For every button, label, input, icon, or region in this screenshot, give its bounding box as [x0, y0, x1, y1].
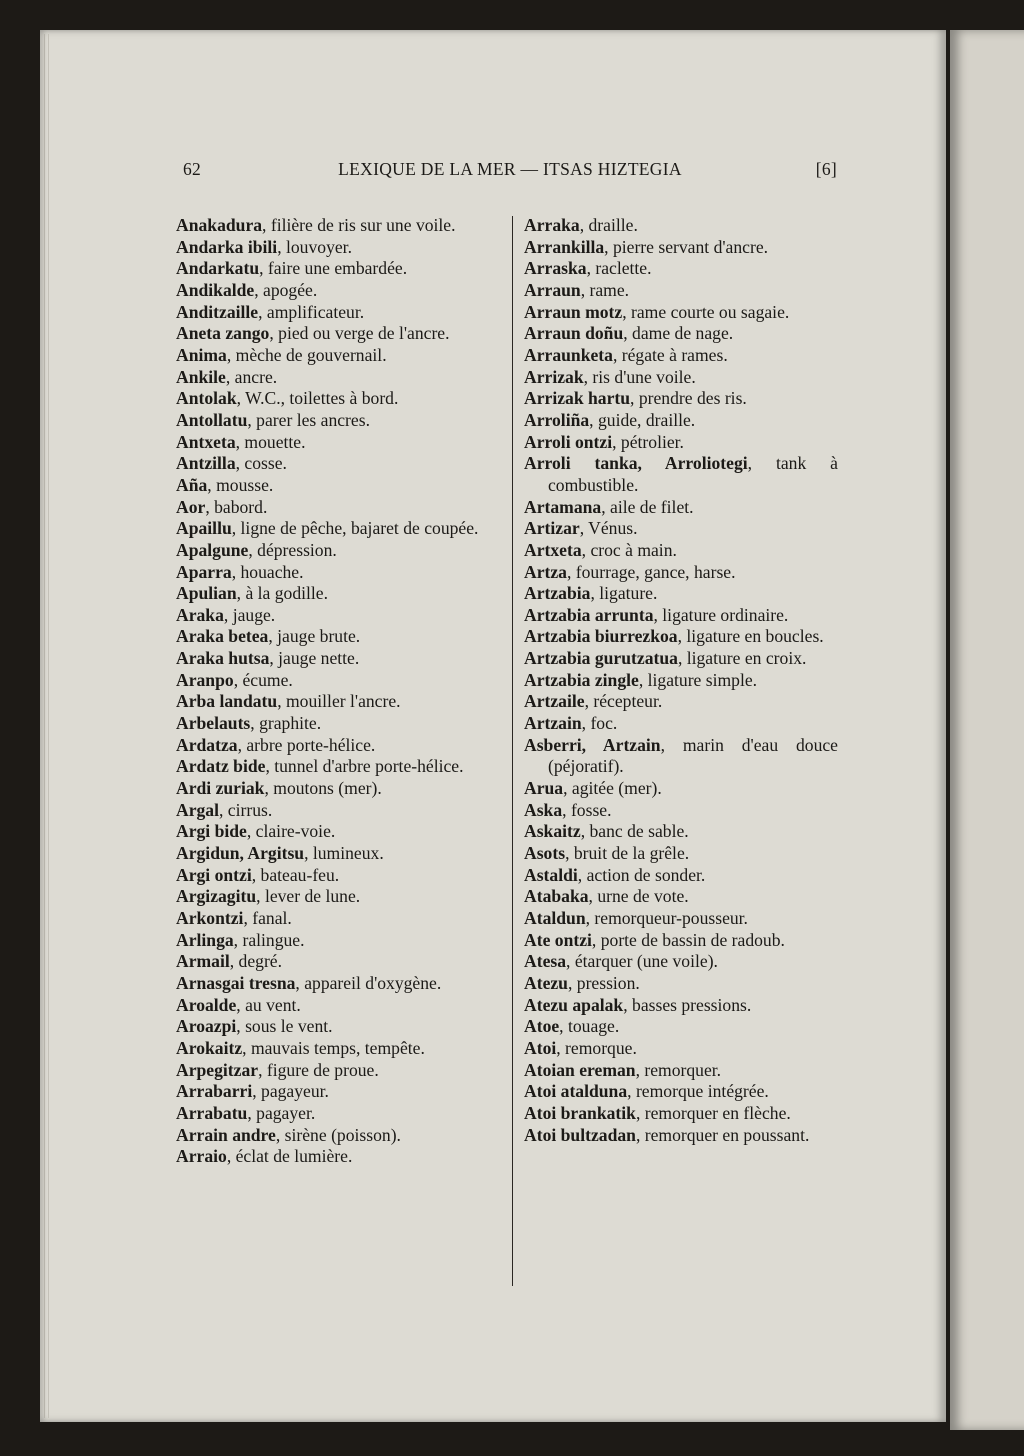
entry-term: Aneta zango [176, 323, 270, 344]
entry-definition: , moutons (mer). [264, 778, 382, 799]
entry-definition: , tunnel d'arbre porte-hélice. [265, 756, 464, 777]
dictionary-entry [524, 410, 838, 432]
entry-term: Atoi brankatik [524, 1102, 636, 1123]
entry-term: Antolak [176, 388, 237, 409]
dictionary-entry [524, 1103, 838, 1125]
entry-term: Ankile [176, 366, 226, 387]
entry-term: Arrain andre [176, 1124, 276, 1145]
dictionary-entry [176, 605, 490, 627]
entry-term: Asberri, Artzain [524, 734, 661, 755]
entry-term: Apaillu [176, 518, 232, 539]
entry-definition: , graphite. [250, 713, 322, 734]
dictionary-entry [524, 821, 838, 843]
dictionary-entry [176, 432, 490, 454]
dictionary-entry [176, 800, 490, 822]
entry-definition: , degré. [229, 951, 283, 972]
dictionary-entry [176, 648, 490, 670]
entry-term: Arraun [524, 279, 581, 300]
entry-definition: , ris d'une voile. [583, 366, 696, 387]
entry-definition: , agitée (mer). [563, 778, 662, 799]
entry-definition: , W.C., toilettes à bord. [236, 388, 399, 409]
entry-term: Anakadura [176, 215, 263, 235]
entry-term: Arraio [176, 1146, 227, 1167]
dictionary-entry [176, 670, 490, 692]
entry-term: Ate ontzi [524, 929, 592, 950]
dictionary-entry [524, 908, 838, 930]
entry-definition: , bruit de la grêle. [565, 843, 690, 864]
dictionary-entry [176, 995, 490, 1017]
dictionary-entry [524, 302, 838, 324]
entry-term: Arraun motz [524, 301, 623, 322]
dictionary-entry [524, 843, 838, 865]
section-number: [6] [815, 159, 837, 179]
entry-definition: , appareil d'oxygène. [295, 972, 442, 993]
dictionary-entry [176, 930, 490, 952]
entry-definition: , touage. [559, 1016, 620, 1037]
dictionary-entry [176, 237, 490, 259]
entry-term: Arraun doñu [524, 323, 624, 344]
entry-definition: , action de sonder. [577, 864, 706, 885]
entry-term: Argizagitu [176, 886, 257, 907]
entry-definition: , mouette. [235, 431, 306, 452]
entry-term: Anima [176, 344, 227, 365]
entry-definition: , fourrage, gance, harse. [566, 561, 736, 582]
dictionary-entry [524, 583, 838, 605]
dictionary-entry [176, 215, 490, 237]
entry-term: Atezu [524, 972, 568, 993]
entry-term: Aroazpi [176, 1016, 237, 1037]
dictionary-entry [524, 1081, 838, 1103]
dictionary-entry [524, 497, 838, 519]
dictionary-entry [176, 1038, 490, 1060]
dictionary-entry [524, 215, 838, 237]
dictionary-entry [524, 973, 838, 995]
entry-definition: , ligature en boucles. [677, 626, 824, 647]
dictionary-entry [176, 562, 490, 584]
entry-term: Argal [176, 799, 219, 820]
entry-definition: , ligature ordinaire. [653, 604, 789, 625]
entry-definition: , récepteur. [584, 691, 663, 712]
entry-definition: , ligature. [590, 583, 658, 604]
entry-term: Argi bide [176, 821, 247, 842]
page-number: 62 [183, 159, 202, 179]
dictionary-entry [524, 280, 838, 302]
dictionary-entry [524, 670, 838, 692]
entry-term: Argi ontzi [176, 864, 252, 885]
entry-definition: , éclat de lumière. [226, 1146, 353, 1167]
dictionary-entry [176, 886, 490, 908]
entry-term: Apalgune [176, 539, 249, 560]
dictionary-entry [176, 1060, 490, 1082]
entry-term: Antxeta [176, 431, 236, 452]
entry-term: Arua [524, 778, 564, 799]
right-column [524, 215, 838, 1146]
dictionary-entry [176, 865, 490, 887]
dictionary-entry [176, 583, 490, 605]
entry-definition: , ligature simple. [638, 669, 758, 690]
dictionary-entry [176, 388, 490, 410]
dictionary-entry [524, 432, 838, 454]
entry-term: Arbelauts [176, 713, 251, 734]
entry-term: Atabaka [524, 886, 589, 907]
dictionary-entry [176, 1016, 490, 1038]
entry-definition: , pagayeur. [252, 1081, 329, 1102]
dictionary-entry [176, 518, 490, 540]
dictionary-entry [176, 713, 490, 735]
entry-definition: , lumineux. [304, 843, 384, 864]
entry-term: Arpegitzar [176, 1059, 259, 1080]
entry-term: Aparra [176, 561, 232, 582]
dictionary-entry [176, 410, 490, 432]
entry-term: Andikalde [176, 279, 255, 300]
dictionary-entry [524, 951, 838, 973]
dictionary-entry [176, 1081, 490, 1103]
dictionary-entry [524, 1060, 838, 1082]
entry-definition: , pétrolier. [612, 431, 684, 452]
entry-definition: , fanal. [243, 908, 292, 928]
entry-definition: , pied ou verge de l'ancre. [269, 323, 450, 344]
dictionary-entry [524, 626, 838, 648]
dictionary-entry [176, 756, 490, 778]
entry-term: Artza [524, 561, 567, 582]
dictionary-entry [176, 1125, 490, 1147]
entry-term: Argidun, Argitsu [176, 843, 305, 864]
entry-term: Arroli tanka, Arroliotegi [524, 453, 748, 474]
entry-term: Antzilla [176, 453, 236, 474]
entry-term: Artzabia gurutzatua [524, 648, 678, 669]
dictionary-entry [176, 345, 490, 367]
entry-definition: , jauge nette. [269, 648, 360, 669]
entry-term: Arrabarri [176, 1081, 253, 1102]
entry-definition: , aile de filet. [601, 496, 694, 517]
entry-term: Araka betea [176, 626, 269, 647]
entry-term: Arrabatu [176, 1102, 248, 1123]
entry-definition: , ligne de pêche, bajaret de coupée. [231, 518, 479, 539]
entry-term: Arroliña [524, 409, 590, 430]
dictionary-entry [524, 1125, 838, 1147]
dictionary-entry [176, 843, 490, 865]
entry-definition: , guide, draille. [589, 409, 696, 430]
entry-definition: , mousse. [207, 474, 274, 495]
entry-term: Arraska [524, 258, 587, 279]
dictionary-entry [176, 367, 490, 389]
dictionary-entry [524, 778, 838, 800]
entry-term: Arrankilla [524, 236, 605, 257]
entry-definition: , étarquer (une voile). [566, 951, 718, 972]
entry-term: Arlinga [176, 929, 234, 950]
entry-definition: , mauvais temps, tempête. [242, 1037, 425, 1058]
entry-definition: , fosse. [562, 799, 612, 820]
entry-term: Ardi zuriak [176, 778, 265, 799]
entry-definition: , amplificateur. [258, 301, 365, 322]
entry-definition: , régate à rames. [612, 344, 728, 365]
dictionary-entry [176, 302, 490, 324]
dictionary-entry [524, 865, 838, 887]
entry-definition: , ancre. [225, 366, 278, 387]
column-divider [512, 216, 513, 1286]
entry-definition: , mouiller l'ancre. [277, 691, 401, 712]
dictionary-entry [524, 691, 838, 713]
entry-definition: , Vénus. [579, 518, 638, 539]
entry-definition: , remorque intégrée. [627, 1081, 769, 1102]
dictionary-entry [524, 800, 838, 822]
dictionary-entry [524, 323, 838, 345]
entry-term: Arba landatu [176, 691, 278, 712]
dictionary-entry [524, 713, 838, 735]
entry-term: Arokaitz [176, 1037, 243, 1058]
entry-term: Artzabia biurrezkoa [524, 626, 678, 647]
entry-term: Aroalde [176, 994, 237, 1015]
entry-definition: , pierre servant d'ancre. [604, 236, 769, 257]
entry-definition: , basses pressions. [623, 994, 752, 1015]
entry-term: Araka hutsa [176, 648, 270, 669]
page-edge [44, 34, 49, 1418]
entry-definition: , remorquer. [635, 1059, 722, 1080]
entry-definition: , porte de bassin de radoub. [591, 929, 785, 950]
entry-definition: , lever de lune. [256, 886, 361, 907]
entry-term: Artxeta [524, 539, 582, 560]
dictionary-entry [176, 691, 490, 713]
dictionary-entry [176, 258, 490, 280]
entry-definition: , louvoyer. [277, 236, 352, 257]
dictionary-entry [176, 280, 490, 302]
entry-term: Araka [176, 604, 224, 625]
dictionary-entry [176, 540, 490, 562]
entry-definition: , cosse. [235, 453, 287, 474]
entry-definition: , cirrus. [219, 799, 273, 820]
entry-definition: , urne de vote. [588, 886, 689, 907]
dictionary-entry [524, 237, 838, 259]
dictionary-entry [524, 605, 838, 627]
entry-term: Ardatza [176, 734, 238, 755]
entry-definition: , foc. [581, 713, 618, 734]
entry-definition: , claire-voie. [246, 821, 336, 842]
entry-definition: , remorquer en flèche. [635, 1102, 791, 1123]
dictionary-entry [524, 995, 838, 1017]
entry-term: Atoi atalduna [524, 1081, 628, 1102]
dictionary-entry [176, 497, 490, 519]
entry-term: Atoi bultzadan [524, 1124, 636, 1145]
dictionary-entry [524, 258, 838, 280]
dictionary-entry [176, 951, 490, 973]
entry-definition: , parer les ancres. [247, 409, 370, 430]
entry-term: Arkontzi [176, 908, 244, 928]
dictionary-entry [176, 1146, 490, 1168]
entry-definition: , à la godille. [236, 583, 329, 604]
entry-definition: , ralingue. [233, 929, 305, 950]
entry-definition: , faire une embardée. [259, 258, 408, 279]
entry-term: Artamana [524, 496, 602, 517]
entry-term: Aña [176, 474, 208, 495]
dictionary-entry [176, 735, 490, 757]
dictionary-entry [176, 453, 490, 475]
dictionary-entry [524, 540, 838, 562]
entry-term: Ardatz bide [176, 756, 266, 777]
entry-definition: , tank à combustible. [548, 453, 838, 495]
running-title: LEXIQUE DE LA MER — ITSAS HIZTEGIA [338, 159, 682, 179]
entry-definition: , banc de sable. [580, 821, 689, 842]
entry-definition: , rame courte ou sagaie. [622, 301, 790, 322]
entry-term: Aor [176, 496, 206, 517]
entry-term: Artzabia arrunta [524, 604, 654, 625]
entry-definition: , rame. [580, 279, 630, 300]
entry-term: Anditzaille [176, 301, 259, 322]
entry-definition: , draille. [579, 215, 638, 235]
dictionary-entry [524, 453, 838, 496]
running-header [183, 159, 837, 183]
entry-definition: , pagayer. [247, 1102, 316, 1123]
entry-term: Atezu apalak [524, 994, 624, 1015]
entry-term: Arraka [524, 215, 580, 235]
entry-definition: , houache. [231, 561, 304, 582]
entry-definition: , marin d'eau douce (péjoratif). [548, 734, 838, 777]
entry-definition: , prendre des ris. [630, 388, 747, 409]
entry-term: Ataldun [524, 908, 586, 928]
entry-term: Arrizak hartu [524, 388, 631, 409]
dictionary-entry [524, 735, 838, 778]
facing-page [950, 30, 1024, 1430]
entry-definition: , pression. [567, 972, 640, 993]
entry-definition: , jauge. [223, 604, 276, 625]
dictionary-entry [176, 908, 490, 930]
dictionary-entry [524, 886, 838, 908]
entry-term: Artzabia zingle [524, 669, 639, 690]
entry-term: Artzabia [524, 583, 591, 604]
dictionary-entry [176, 973, 490, 995]
entry-definition: , babord. [205, 496, 268, 517]
dictionary-entry [176, 821, 490, 843]
dictionary-entry [524, 930, 838, 952]
dictionary-entry [524, 345, 838, 367]
entry-definition: , ligature en croix. [677, 648, 807, 669]
dictionary-entry [524, 518, 838, 540]
dictionary-entry [176, 778, 490, 800]
dictionary-entry [524, 1016, 838, 1038]
entry-term: Antollatu [176, 409, 248, 430]
entry-term: Asots [524, 843, 566, 864]
entry-definition: , au vent. [236, 994, 301, 1015]
entry-definition: , dépression. [248, 539, 337, 560]
entry-definition: , remorqueur-pousseur. [585, 908, 748, 928]
entry-definition: , arbre porte-hélice. [237, 734, 376, 755]
entry-definition: , jauge brute. [268, 626, 361, 647]
entry-term: Arraunketa [524, 344, 613, 365]
entry-definition: , mèche de gouvernail. [226, 344, 387, 365]
entry-definition: , filière de ris sur une voile. [262, 215, 456, 235]
entry-definition: , sous le vent. [236, 1016, 333, 1037]
dictionary-entry [524, 562, 838, 584]
entry-term: Askaitz [524, 821, 581, 842]
entry-term: Arroli ontzi [524, 431, 613, 452]
entry-definition: , figure de proue. [258, 1059, 379, 1080]
entry-definition: , dame de nage. [623, 323, 734, 344]
entry-term: Arnasgai tresna [176, 972, 296, 993]
entry-term: Apulian [176, 583, 237, 604]
entry-term: Artzaile [524, 691, 585, 712]
entry-term: Andarkatu [176, 258, 260, 279]
entry-term: Atoian ereman [524, 1059, 636, 1080]
entry-definition: , apogée. [254, 279, 318, 300]
entry-term: Aska [524, 799, 563, 820]
entry-term: Artzain [524, 713, 582, 734]
entry-definition: , écume. [233, 669, 293, 690]
entry-term: Atesa [524, 951, 567, 972]
entry-definition: , raclette. [586, 258, 652, 279]
dictionary-entry [176, 626, 490, 648]
dictionary-entry [524, 388, 838, 410]
entry-definition: , sirène (poisson). [275, 1124, 401, 1145]
entry-definition: , remorque. [556, 1037, 637, 1058]
entry-term: Andarka ibili [176, 236, 278, 257]
entry-term: Arrizak [524, 366, 584, 387]
dictionary-entry [524, 367, 838, 389]
dictionary-entry [524, 648, 838, 670]
entry-term: Armail [176, 951, 230, 972]
entry-term: Astaldi [524, 864, 578, 885]
entry-term: Aranpo [176, 669, 234, 690]
dictionary-entry [176, 1103, 490, 1125]
entry-definition: , bateau-feu. [251, 864, 340, 885]
entry-definition: , remorquer en poussant. [635, 1124, 810, 1145]
left-column [176, 215, 490, 1168]
dictionary-entry [176, 475, 490, 497]
entry-definition: , croc à main. [581, 539, 677, 560]
entry-term: Atoe [524, 1016, 560, 1037]
entry-term: Artizar [524, 518, 580, 539]
dictionary-entry [524, 1038, 838, 1060]
entry-term: Atoi [524, 1037, 557, 1058]
dictionary-entry [176, 323, 490, 345]
